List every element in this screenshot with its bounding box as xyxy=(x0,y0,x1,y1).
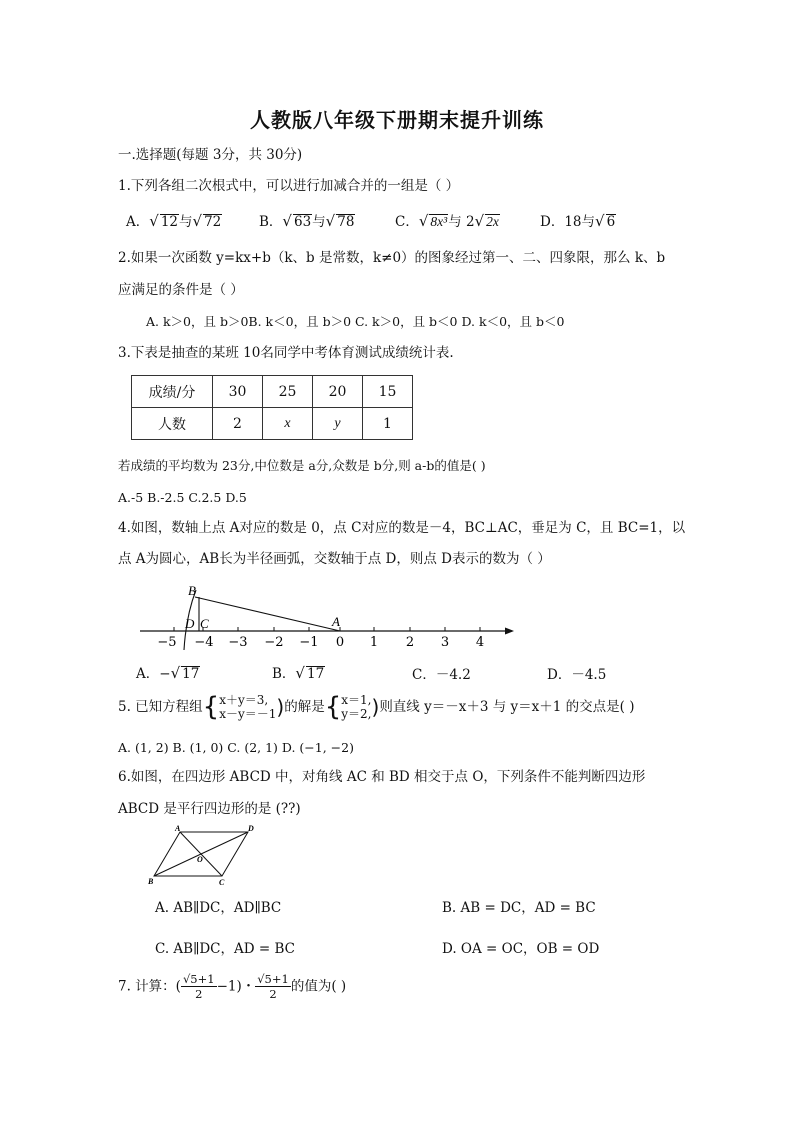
table-cell: 25 xyxy=(263,376,313,408)
table-cell: 人数 xyxy=(132,408,213,440)
table-cell: y xyxy=(313,408,363,440)
tick-label: −2 xyxy=(264,635,284,650)
table-row xyxy=(132,408,413,440)
segment-ab xyxy=(195,597,340,631)
question-1-stem: 1.下列各组二次根式中，可以进行加减合并的一组是（ ） xyxy=(118,178,460,194)
vertex-d-label: D xyxy=(248,824,254,833)
tick-label: 1 xyxy=(369,635,379,650)
question-1-option-b: B．√ 63与√ 78 xyxy=(259,212,355,230)
question-4-option-a: A．−√ 17 xyxy=(136,664,200,682)
page-title: 人教版八年级下册期末提升训练 xyxy=(250,108,544,132)
equation-system-2: x＝1, y＝2, xyxy=(341,693,372,721)
point-d-label: D xyxy=(185,616,195,631)
question-4-option-c: C．－4.2 xyxy=(412,667,471,683)
number-line-figure xyxy=(130,578,525,650)
question-6-option-b: B. AB = DC，AD = BC xyxy=(442,900,596,916)
tick-label: 3 xyxy=(440,635,450,650)
table-cell: 成绩/分 xyxy=(132,376,213,408)
vertex-b-label: B xyxy=(148,877,154,886)
point-b-label: B xyxy=(188,583,196,598)
tick-label: −1 xyxy=(299,635,319,650)
tick-label: −3 xyxy=(228,635,248,650)
table-cell: 30 xyxy=(213,376,263,408)
tick-label: 2 xyxy=(405,635,415,650)
table-cell: 1 xyxy=(363,408,413,440)
table-row xyxy=(132,376,413,408)
question-3-options: A.-5 B.-2.5 C.2.5 D.5 xyxy=(118,490,247,505)
table-cell: 20 xyxy=(313,376,363,408)
question-1-option-c: C．√ 8x³与 2√ 2x xyxy=(395,212,499,230)
table-cell: 2 xyxy=(213,408,263,440)
brace-icon: { xyxy=(202,692,220,722)
question-4-option-d: D．－4.5 xyxy=(547,667,607,683)
table-cell: 15 xyxy=(363,376,413,408)
diagonal-bd xyxy=(154,832,248,876)
brace-icon: ) xyxy=(276,695,285,719)
question-6-line-1: 6.如图，在四边形 ABCD 中，对角线 AC 和 BD 相交于点 O，下列条件不能判断四边形 xyxy=(118,769,646,785)
question-3-stem: 3.下表是抽查的某班 10名同学中考体育测试成绩统计表. xyxy=(118,345,454,361)
question-4-line-1: 4.如图，数轴上点 A对应的数是 0，点 C对应的数是－4，BC⊥AC，垂足为 C，且 BC=1，以 xyxy=(118,520,686,536)
question-4-option-b: B．√ 17 xyxy=(272,664,325,682)
fraction: $\frac{√5+1}{2}$ xyxy=(182,972,215,1001)
tick-label: 4 xyxy=(475,635,485,650)
question-7-stem: 7. 计算：( $\frac{√5+1}{2}$ −1)・ $\frac{√5+1}{2}$ 的值为( ) xyxy=(118,972,347,1001)
section-heading: 一.选择题(每题 3分，共 30分) xyxy=(118,147,303,163)
question-6-option-c: C. AB∥DC，AD = BC xyxy=(155,941,295,957)
question-6-line-2: ABCD 是平行四边形的是 (??) xyxy=(118,801,301,817)
vertex-a-label: A xyxy=(175,824,181,833)
vertex-c-label: C xyxy=(219,878,225,886)
tick-label: −5 xyxy=(157,635,177,650)
score-table xyxy=(131,375,413,440)
question-2-options: A. k＞0，且 b＞0B. k＜0，且 b＞0 C. k＞0，且 b＜0 D. k＜0，且 b＜0 xyxy=(146,314,565,329)
question-2-line-2: 应满足的条件是（ ） xyxy=(118,282,244,298)
equation-system-1: x＋y＝3, x－y＝－1 xyxy=(219,693,277,721)
question-2-line-1: 2.如果一次函数 y=kx+b（k、b 是常数，k≠0）的图象经过第一、二、四象限，那么 k、b xyxy=(118,250,666,266)
question-4-line-2: 点 A为圆心，AB长为半径画弧，交数轴于点 D，则点 D表示的数为（ ） xyxy=(118,551,551,567)
point-a-label: A xyxy=(332,614,340,629)
brace-icon: { xyxy=(324,692,342,722)
tick-label: 0 xyxy=(335,635,345,650)
fraction: $\frac{√5+1}{2}$ xyxy=(257,972,289,1001)
arrow-icon xyxy=(505,628,514,635)
question-3-after: 若成绩的平均数为 23分,中位数是 a分,众数是 b分,则 a-b的值是( ) xyxy=(118,458,486,473)
question-1-option-d: D．18与√ 6 xyxy=(540,212,616,230)
question-5-stem: 5. 已知方程组{x＋y＝3, x－y＝－1)的解是{x＝1, y＝2,)则直线 y＝－x＋3 与 y＝x＋1 的交点是( ) xyxy=(118,692,635,722)
question-6-option-d: D. OA = OC，OB = OD xyxy=(442,941,600,957)
point-o-label: O xyxy=(197,855,203,864)
point-c-label: C xyxy=(200,616,209,631)
question-1-option-a: A．√ 12与√ 72 xyxy=(126,212,222,230)
parallelogram-figure xyxy=(146,824,258,886)
brace-icon: ) xyxy=(371,695,380,719)
tick-label: −4 xyxy=(194,635,214,650)
question-5-options: A. (1, 2) B. (1, 0) C. (2, 1) D. (−1, −2) xyxy=(118,740,354,755)
question-6-option-a: A. AB∥DC，AD∥BC xyxy=(155,900,282,916)
table-cell: x xyxy=(263,408,313,440)
